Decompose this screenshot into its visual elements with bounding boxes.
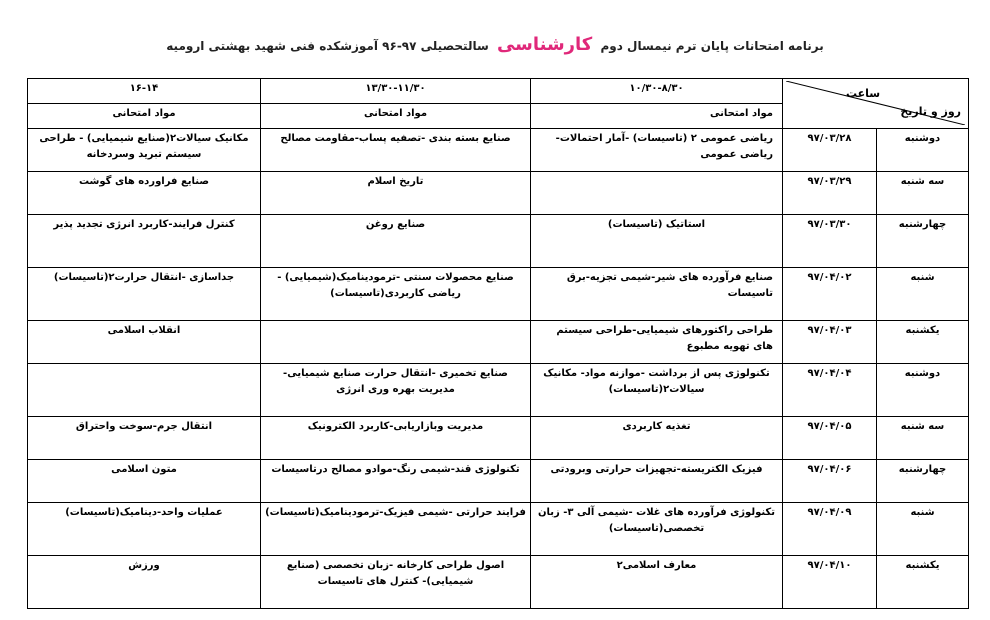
date-cell: ۹۷/۰۳/۳۰	[783, 215, 877, 268]
exam-cell-slot3: جداسازی -انتقال حرارت۲(تاسیسات)	[28, 268, 261, 321]
date-cell: ۹۷/۰۴/۰۲	[783, 268, 877, 321]
exam-cell-slot1: معارف اسلامی۲	[531, 556, 783, 609]
exam-cell-slot2	[261, 321, 531, 364]
day-cell: دوشنبه	[877, 129, 969, 172]
title-part1: برنامه امتحانات پایان ترم نیمسال دوم	[600, 39, 824, 53]
exam-cell-slot2: اصول طراحی کارخانه -زبان تخصصی (صنایع شیمیایی)- کنترل های تاسیسات	[261, 556, 531, 609]
exam-cell-slot1: فیزیک الکتریسته-تجهیزات حرارتی وبرودتی	[531, 460, 783, 503]
exam-cell-slot3: مکانیک سیالات۲(صنایع شیمیایی) - طراحی سیستم تبرید وسردخانه	[28, 129, 261, 172]
day-cell: چهارشنبه	[877, 215, 969, 268]
slot-header-1: ۱۰/۳۰-۸/۳۰	[531, 79, 783, 104]
exam-cell-slot1: صنایع فرآورده های شیر-شیمی تجزیه-برق تاسیسات	[531, 268, 783, 321]
day-cell: یکشنبه	[877, 321, 969, 364]
table-row	[28, 321, 969, 364]
table-row	[28, 556, 969, 609]
day-cell: دوشنبه	[877, 364, 969, 417]
slot-header-2: ۱۳/۳۰-۱۱/۳۰	[261, 79, 531, 104]
day-cell: یکشنبه	[877, 556, 969, 609]
exam-cell-slot2: تاریخ اسلام	[261, 172, 531, 215]
day-cell: شنبه	[877, 503, 969, 556]
day-cell: شنبه	[877, 268, 969, 321]
exam-schedule-table	[27, 78, 969, 609]
corner-day-label: روز و تاریخ	[900, 105, 961, 119]
exam-cell-slot3	[28, 364, 261, 417]
date-cell: ۹۷/۰۴/۰۳	[783, 321, 877, 364]
title-highlight: کارشناسی	[496, 34, 593, 55]
page-title	[0, 34, 990, 55]
slot-header-3: ۱۶-۱۴	[28, 79, 261, 104]
header-row-times	[28, 79, 969, 104]
exam-cell-slot2: فرایند حرارتی -شیمی فیزیک-ترمودینامیک(تاسیسات)	[261, 503, 531, 556]
exam-cell-slot3: صنایع فراورده های گوشت	[28, 172, 261, 215]
table-row	[28, 503, 969, 556]
exam-cell-slot1: تغذیه کاربردی	[531, 417, 783, 460]
table-row	[28, 460, 969, 503]
exam-cell-slot2: صنایع محصولات سنتی -ترمودینامیک(شیمیایی) - ریاضی کاربردی(تاسیسات)	[261, 268, 531, 321]
subject-label-2: مواد امتحانی	[261, 104, 531, 129]
exam-cell-slot3: انقلاب اسلامی	[28, 321, 261, 364]
date-cell: ۹۷/۰۳/۲۹	[783, 172, 877, 215]
date-cell: ۹۷/۰۳/۲۸	[783, 129, 877, 172]
date-cell: ۹۷/۰۴/۰۴	[783, 364, 877, 417]
table-row	[28, 129, 969, 172]
exam-cell-slot2: صنایع تخمیری -انتقال حرارت صنایع شیمیایی- مدیریت بهره وری انرژی	[261, 364, 531, 417]
day-cell: سه شنبه	[877, 417, 969, 460]
header-corner	[783, 79, 969, 129]
table-row	[28, 215, 969, 268]
table-row	[28, 172, 969, 215]
exam-cell-slot2: صنایع روغن	[261, 215, 531, 268]
day-cell: چهارشنبه	[877, 460, 969, 503]
table-row	[28, 268, 969, 321]
title-part2: سالتحصیلی ۹۷-۹۶ آموزشکده فنی شهید بهشتی ارومیه	[166, 39, 489, 53]
date-cell: ۹۷/۰۴/۰۵	[783, 417, 877, 460]
date-cell: ۹۷/۰۴/۰۶	[783, 460, 877, 503]
table-row	[28, 417, 969, 460]
exam-cell-slot3: عملیات واحد-دینامیک(تاسیسات)	[28, 503, 261, 556]
exam-cell-slot3: ورزش	[28, 556, 261, 609]
date-cell: ۹۷/۰۴/۱۰	[783, 556, 877, 609]
exam-cell-slot3: انتقال جرم-سوخت واحتراق	[28, 417, 261, 460]
day-cell: سه شنبه	[877, 172, 969, 215]
corner-time-label: ساعت	[846, 87, 881, 100]
exam-cell-slot1: ریاضی عمومی ۲ (تاسیسات) -آمار احتمالات-ریاضی عمومی	[531, 129, 783, 172]
exam-cell-slot2: صنایع بسته بندی -تصفیه پساب-مقاومت مصالح	[261, 129, 531, 172]
subject-label-1: مواد امتحانی	[531, 104, 783, 129]
exam-cell-slot1	[531, 172, 783, 215]
exam-cell-slot1: استاتیک (تاسیسات)	[531, 215, 783, 268]
exam-cell-slot1: طراحی راکتورهای شیمیایی-طراحی سیستم های تهویه مطبوع	[531, 321, 783, 364]
exam-cell-slot2: مدیریت وبازاریابی-کاربرد الکترونیک	[261, 417, 531, 460]
date-cell: ۹۷/۰۴/۰۹	[783, 503, 877, 556]
exam-cell-slot2: تکنولوژی قند-شیمی رنگ-موادو مصالح درتاسیسات	[261, 460, 531, 503]
exam-cell-slot1: تکنولوژی پس از برداشت -موازنه مواد- مکانیک سیالات۲(تاسیسات)	[531, 364, 783, 417]
subject-label-3: مواد امتحانی	[28, 104, 261, 129]
exam-cell-slot1: تکنولوژی فرآورده های غلات -شیمی آلی ۳- زبان تخصصی(تاسیسات)	[531, 503, 783, 556]
exam-cell-slot3: کنترل فرایند-کاربرد انرژی تجدید پذیر	[28, 215, 261, 268]
exam-cell-slot3: متون اسلامی	[28, 460, 261, 503]
table-row	[28, 364, 969, 417]
